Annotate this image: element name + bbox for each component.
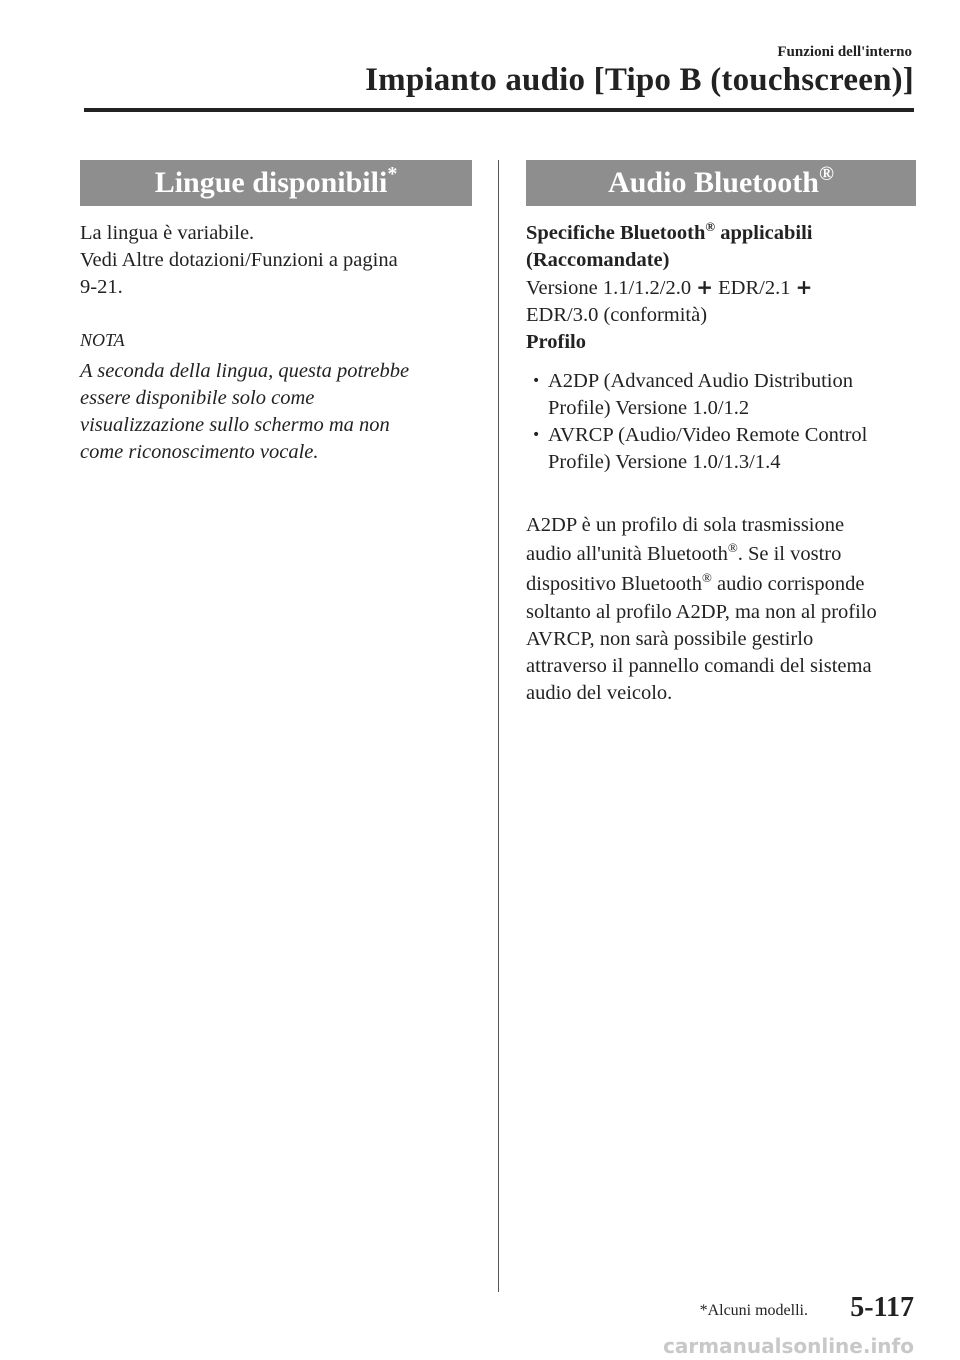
column-divider [498,160,499,1292]
note-line: A seconda della lingua, questa potrebbe [80,360,410,382]
right-column [526,160,916,707]
note-line: come riconoscimento vocale. [80,441,319,463]
banner-title: Audio Bluetooth [608,166,819,199]
spec-heading: (Raccomandate) [526,249,670,271]
paragraph-line: audio del veicolo. [526,682,673,704]
section-banner-lingue [80,160,472,206]
registered-mark: ® [818,163,834,185]
registered-mark: ® [705,219,716,234]
spec-heading: Specifiche Bluetooth® applicabili [526,219,813,244]
watermark: carmanualsonline.info [663,1334,914,1358]
note-label: NOTA [80,330,125,350]
page-number: 5-117 [850,1292,914,1323]
note-line: essere disponibile solo come [80,387,315,409]
paragraph-line: dispositivo Bluetooth® audio corrisponde [526,570,865,595]
paragraph-line: AVRCP, non sarà possibile gestirlo [526,628,814,650]
header-rule [84,108,914,112]
banner-title: Lingue disponibili [154,166,388,199]
registered-mark: ® [727,540,738,555]
list-item: • AVRCP (Audio/Video Remote Control Profile) Versione 1.0/1.3/1.4 [532,424,868,473]
footer-note: *Alcuni modelli. [699,1302,808,1319]
note-line: visualizzazione sullo schermo ma non [80,414,390,436]
profile-label: Profilo [526,331,586,353]
page-header-section: Funzioni dell'interno [777,44,912,60]
body-line: 9-21. [80,276,123,298]
paragraph-line: attraverso il pannello comandi del sistema [526,655,872,677]
version-line: Versione 1.1/1.2/2.0 + EDR/2.1 + [526,275,813,299]
paragraph-line: audio all'unità Bluetooth®. Se il vostro [526,540,842,565]
list-item: • A2DP (Advanced Audio Distribution Profile) Versione 1.0/1.2 [532,370,854,419]
page-header-title: Impianto audio [Tipo B (touchscreen)] [365,62,914,98]
section-banner-bluetooth [526,160,916,206]
paragraph-line: A2DP è un profilo di sola trasmissione [526,514,845,536]
plus-icon: + [795,275,813,299]
body-line: Vedi Altre dotazioni/Funzioni a pagina [80,249,398,271]
body-line: La lingua è variabile. [80,222,255,244]
plus-icon: + [696,275,714,299]
bullet-icon: • [532,373,541,389]
version-line: EDR/3.0 (conformità) [526,304,708,326]
paragraph-line: soltanto al profilo A2DP, ma non al profilo [526,601,877,623]
banner-asterisk: * [387,163,398,185]
left-column [80,160,472,466]
bullet-icon: • [532,427,541,443]
registered-mark: ® [701,570,712,585]
